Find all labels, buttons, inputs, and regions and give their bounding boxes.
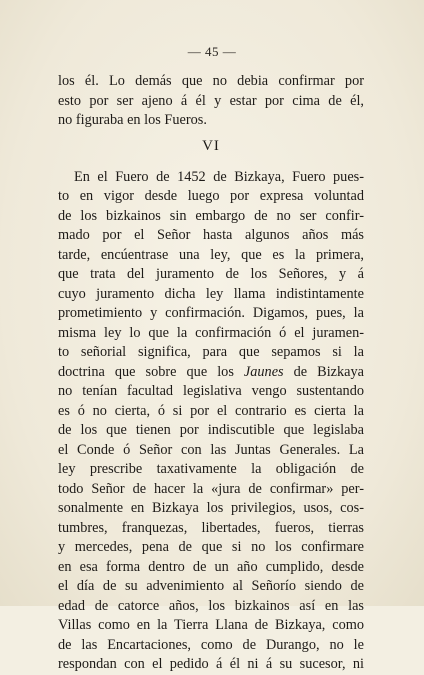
paragraph-main xyxy=(58,168,364,675)
text-line: tumbres, franquezas, libertades, fueros, tierras xyxy=(58,519,364,536)
text-line: ley prescribe taxativamente la obligación de xyxy=(58,461,364,477)
text-line: misma ley lo que la confirmación ó el juramen- xyxy=(58,324,364,341)
text-line: to en vigor desde luego por expresa voluntad xyxy=(58,188,364,204)
text-line: mado por el Señor hasta algunos años más xyxy=(58,227,364,243)
text-line: en esa forma dentro de un año cumplido, desde xyxy=(58,558,364,575)
section-heading: VI xyxy=(202,137,220,154)
text-line: de los que tienen por indiscutible que legislaba xyxy=(58,422,364,438)
text-line: es ó no cierta, ó si por el contrario es cierta la xyxy=(58,402,364,419)
text-line: que trata del juramento de los Señores, y á xyxy=(58,266,364,282)
text-line: de las Encartaciones, como de Durango, no le xyxy=(58,636,364,653)
text-line: de los bizkainos sin embargo de no ser confir- xyxy=(58,207,364,224)
text-line: todo Señor de hacer la «jura de confirmar» per- xyxy=(58,480,364,497)
body-text xyxy=(58,72,364,675)
text-line: prometimiento y confirmación. Digamos, pues, la xyxy=(58,305,364,321)
text-line: doctrina que sobre que los Jaunes de Bizkaya xyxy=(58,363,364,380)
italic-term: Jaunes xyxy=(243,363,284,380)
text-line: no figuraba en los Fueros. xyxy=(58,112,207,128)
text-line: Villas como en la Tierra Llana de Bizkaya, como xyxy=(58,617,364,633)
text-line: esto por ser ajeno á él y estar por cima de él, xyxy=(58,92,364,109)
page-number: — 45 — xyxy=(187,44,237,59)
text-line: los él. Lo demás que no debia confirmar por xyxy=(58,73,364,89)
text-line: En el Fuero de 1452 de Bizkaya, Fuero pues- xyxy=(74,168,364,185)
text-line: el Conde ó Señor con las Juntas Generales. La xyxy=(58,441,364,458)
text-line: tarde, encúentrase una ley, que es la primera, xyxy=(58,246,364,263)
text-line: edad de catorce años, los bizkainos así en las xyxy=(58,597,364,614)
text-line: el día de su advenimiento al Señorío siendo de xyxy=(58,578,364,594)
text-line: sonalmente en Bizkaya los privilegios, usos, cos- xyxy=(58,500,364,516)
text-line: y mercedes, pena de que si no los confirmare xyxy=(58,539,364,555)
text-line: cuyo juramento dicha ley llama indistintamente xyxy=(58,285,364,302)
text-line: no tenían facultad legislativa vengo sustentando xyxy=(58,383,364,399)
text-line: respondan con el pedido á él ni á su sucesor, ni xyxy=(58,656,364,672)
paragraph-continuation xyxy=(58,72,364,131)
text-line: to señorial significa, para que sepamos si la xyxy=(58,344,364,360)
